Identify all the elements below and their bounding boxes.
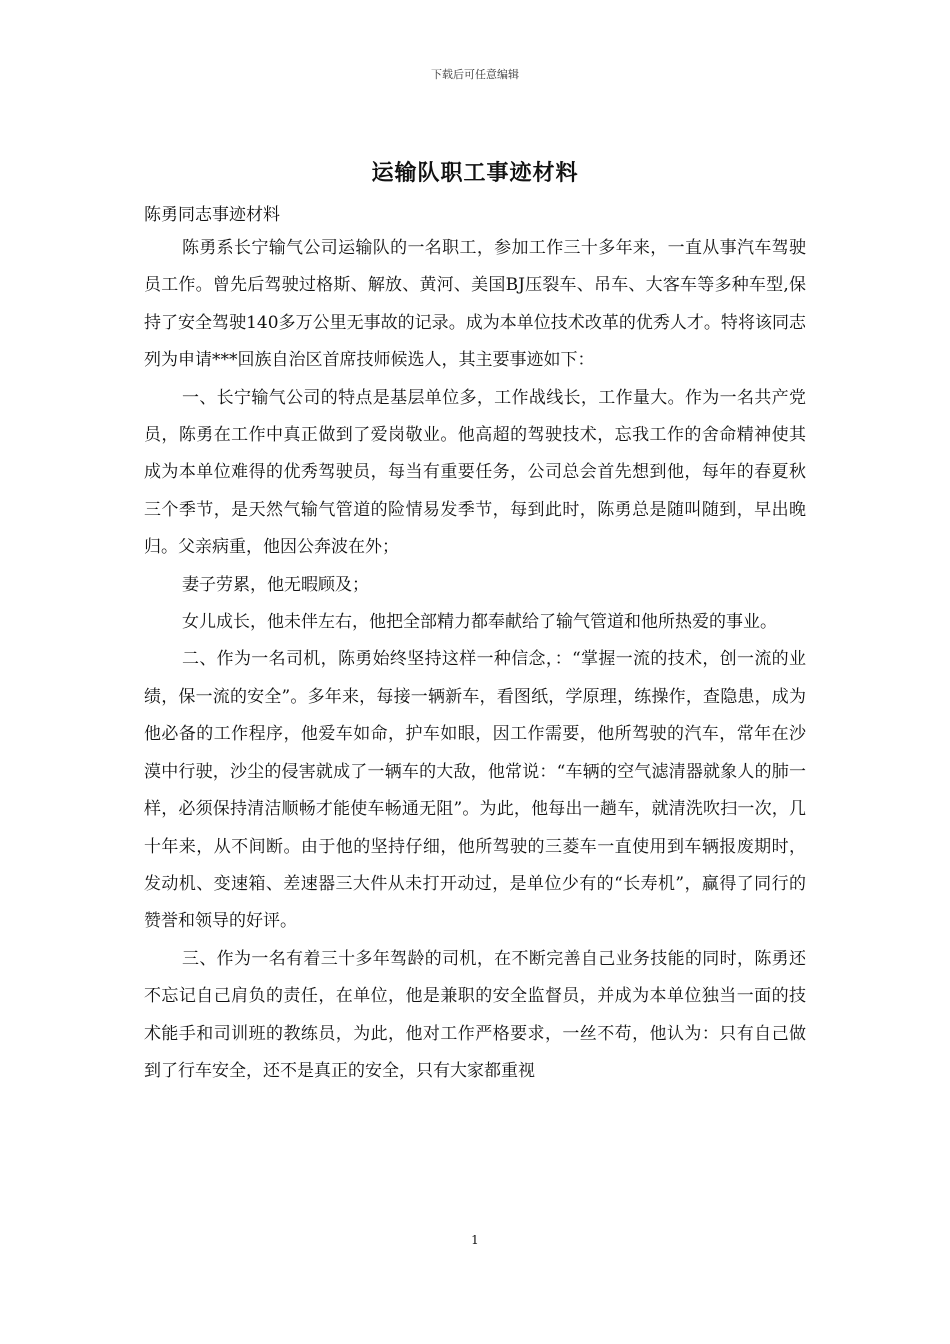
paragraph-daughter: 女儿成长，他未伴左右，他把全部精力都奉献给了输气管道和他所热爱的事业。 [182,612,777,633]
document-title: 运输队职工事迹材料 [371,160,579,186]
paragraph-section-three: 三、作为一名有着三十多年驾龄的司机，在不断完善自己业务技能的同时，陈勇还不忘记自己肩负的责任，在单位，他是兼职的安全监督员，并成为本单位独当一面的技术能手和司训班的教练员，为此，他对工作严格要求，一丝不苟，他认为：只有自己做到了行车安全，还不是真正的安全，只有大家都重视 [144,948,806,1081]
header-note: 下载后可任意编辑 [431,68,519,81]
page-number: 1 [471,1233,479,1247]
paragraph-intro: 陈勇系长宁输气公司运输队的一名职工，参加工作三十多年来，一直从事汽车驾驶员工作。曾先后驾驶过格斯、解放、黄河、美国BJ压裂车、吊车、大客车等多种车型,保持了安全驾驶140多万公里无事故的记录。成为本单位技术改革的优秀人才。特将该同志列为申请***回族自治区首席技师候选人，其主要事迹如下： [144,238,806,371]
document-subtitle: 陈勇同志事迹材料 [144,205,280,225]
document-body [144,230,806,1090]
paragraph-section-one: 一、长宁输气公司的特点是基层单位多，工作战线长，工作量大。作为一名共产党员，陈勇在工作中真正做到了爱岗敬业。他高超的驾驶技术，忘我工作的舍命精神使其成为本单位难得的优秀驾驶员，每当有重要任务，公司总会首先想到他，每年的春夏秋三个季节，是天然气输气管道的险情易发季节，每到此时，陈勇总是随叫随到，早出晚归。父亲病重，他因公奔波在外； [144,387,806,558]
paragraph-section-two: 二、作为一名司机，陈勇始终坚持这样一种信念，：“掌握一流的技术，创一流的业绩，保一流的安全”。多年来，每接一辆新车，看图纸，学原理，练操作，查隐患，成为他必备的工作程序，他爱车如命，护车如眼，因工作需要，他所驾驶的汽车，常年在沙漠中行驶，沙尘的侵害就成了一辆车的大敌，他常说：“车辆的空气滤清器就象人的肺一样，必须保持清洁顺畅才能使车畅通无阻”。为此，他每出一趟车，就清洗吹扫一次，几十年来，从不间断。由于他的坚持仔细，他所驾驶的三菱车一直使用到车辆报废期时，发动机、变速箱、差速器三大件从未打开动过，是单位少有的“长寿机”，赢得了同行的赞誉和领导的好评。 [144,649,806,932]
paragraph-wife: 妻子劳累，他无暇顾及； [182,574,369,595]
